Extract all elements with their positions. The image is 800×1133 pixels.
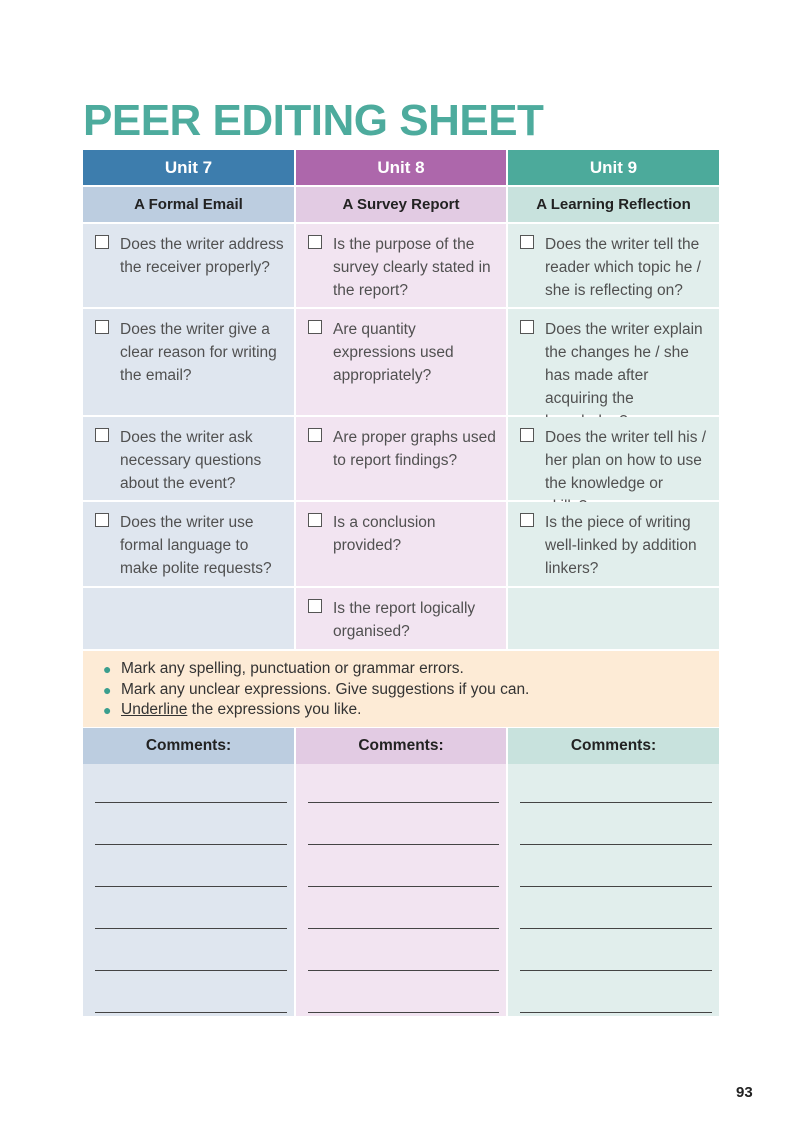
writing-line <box>308 928 499 929</box>
topic-learning-reflection: A Learning Reflection <box>508 187 719 224</box>
writing-line <box>95 1012 287 1013</box>
question-row <box>83 224 719 309</box>
instruction-item: ● Mark any spelling, punctuation or grammar errors. <box>121 659 719 680</box>
question-cell <box>508 224 719 309</box>
question-cell <box>508 309 719 417</box>
checkbox[interactable] <box>308 428 322 442</box>
topic-survey-report: A Survey Report <box>296 187 508 224</box>
comments-label: Comments: <box>508 728 719 764</box>
bullet-icon: ● <box>103 702 112 718</box>
comments-column-unit-8 <box>296 728 508 1016</box>
question-row <box>83 417 719 502</box>
question-cell <box>83 417 296 502</box>
writing-line <box>520 886 712 887</box>
comments-writing-area[interactable] <box>296 764 506 1016</box>
comments-writing-area[interactable] <box>83 764 294 1016</box>
topic-header-row <box>83 187 719 224</box>
writing-line <box>95 970 287 971</box>
question-row <box>83 588 719 651</box>
instruction-item: ● Underline the expressions you like. <box>121 700 719 721</box>
question-text: Does the writer tell the reader which topic he / she is reflecting on? <box>545 236 701 299</box>
unit-8-header: Unit 8 <box>296 150 508 187</box>
bullet-icon: ● <box>103 681 112 698</box>
writing-line <box>308 802 499 803</box>
question-text: Is a conclusion provided? <box>333 514 436 554</box>
writing-line <box>308 970 499 971</box>
empty-cell <box>83 588 296 651</box>
question-cell <box>296 588 508 651</box>
question-text: Is the report logically organised? <box>333 600 476 640</box>
writing-line <box>520 1012 712 1013</box>
question-text: Does the writer tell his / her plan on how to use the knowledge or <box>545 429 707 492</box>
checkbox[interactable] <box>308 599 322 613</box>
writing-line <box>95 886 287 887</box>
comments-label: Comments: <box>83 728 294 764</box>
unit-7-header: Unit 7 <box>83 150 296 187</box>
writing-line <box>520 928 712 929</box>
question-text: Is the purpose of the survey clearly stated in the report? <box>333 236 491 299</box>
question-cell <box>296 417 508 502</box>
page-title: PEER EDITING SHEET <box>83 96 544 145</box>
question-row <box>83 502 719 588</box>
question-text: Are quantity expressions used appropriately? <box>333 321 454 384</box>
question-cell <box>296 224 508 309</box>
comments-section <box>83 728 719 1016</box>
instruction-item: ● Mark any unclear expressions. Give suggestions if you can. <box>121 680 719 701</box>
unit-9-header: Unit 9 <box>508 150 719 187</box>
question-cell <box>508 502 719 588</box>
bullet-icon: ● <box>103 661 112 677</box>
checkbox[interactable] <box>308 320 322 334</box>
writing-line <box>95 844 287 845</box>
checkbox[interactable] <box>520 513 534 527</box>
question-text: Does the writer give a clear reason for writing the email? <box>120 321 277 384</box>
checkbox[interactable] <box>308 235 322 249</box>
question-text: Does the writer use formal language to make polite requests? <box>120 514 272 577</box>
checkbox[interactable] <box>95 428 109 442</box>
unit-header-row <box>83 150 719 187</box>
question-cell <box>296 309 508 417</box>
checkbox[interactable] <box>520 320 534 334</box>
checkbox[interactable] <box>95 320 109 334</box>
question-cell <box>83 502 296 588</box>
writing-line <box>95 802 287 803</box>
question-row <box>83 309 719 417</box>
comments-label: Comments: <box>296 728 506 764</box>
question-text: Does the writer ask necessary questions about the event? <box>120 429 262 492</box>
question-cell <box>83 224 296 309</box>
writing-line <box>308 886 499 887</box>
writing-line <box>95 928 287 929</box>
question-text: Does the writer address the receiver properly? <box>120 236 284 276</box>
question-text: Are proper graphs used to report findings? <box>333 429 496 469</box>
empty-cell <box>508 588 719 651</box>
writing-line <box>520 844 712 845</box>
checkbox[interactable] <box>95 513 109 527</box>
comments-column-unit-9 <box>508 728 719 1016</box>
writing-line <box>308 844 499 845</box>
question-cell <box>296 502 508 588</box>
checkbox[interactable] <box>95 235 109 249</box>
editing-table <box>83 150 719 651</box>
writing-line <box>520 802 712 803</box>
comments-column-unit-7 <box>83 728 296 1016</box>
topic-formal-email: A Formal Email <box>83 187 296 224</box>
checkbox[interactable] <box>520 428 534 442</box>
question-cell <box>508 417 719 502</box>
page-number: 93 <box>736 1084 753 1101</box>
writing-line <box>308 1012 499 1013</box>
question-text: Does the writer explain the changes he / she has made after acquiring the <box>545 321 703 407</box>
checkbox[interactable] <box>520 235 534 249</box>
question-cell <box>83 309 296 417</box>
comments-writing-area[interactable] <box>508 764 719 1016</box>
checkbox[interactable] <box>308 513 322 527</box>
instructions-box <box>83 651 719 727</box>
writing-line <box>520 970 712 971</box>
question-text: Is the piece of writing well-linked by addition linkers? <box>545 514 697 577</box>
